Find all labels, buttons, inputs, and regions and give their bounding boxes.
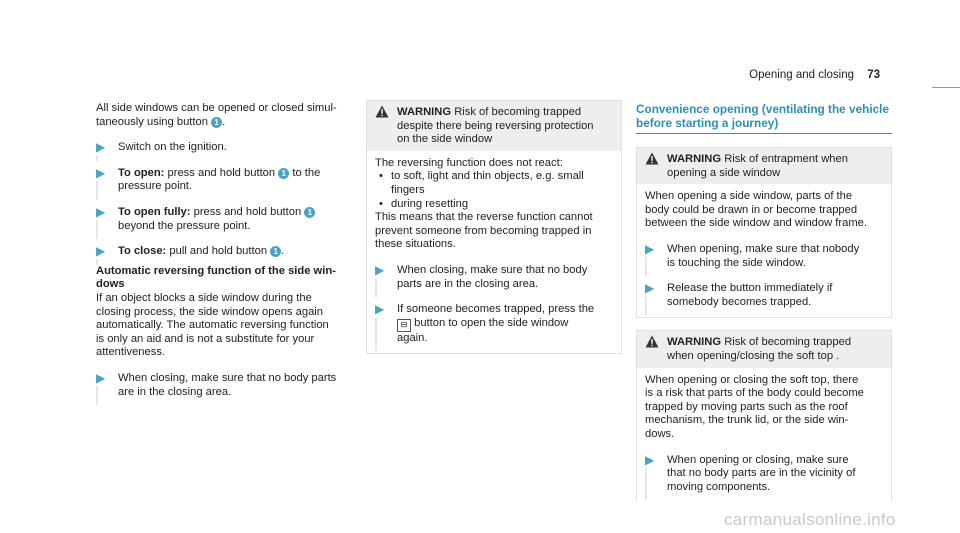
section-title-line-1: Convenience opening (ventilating the vehicle bbox=[636, 102, 890, 116]
column-left: All side windows can be opened or closed simul- taneously using button 1 . ▶ Switch on the ignition. ▶ To open: press and hold button 1 to the pressure point. ▶ To open fully: press and hold button 1 beyond the pressure point. ▶ To close: pull and hold button 1 . Automatic reversing function of the side win- dows If an object blocks a side window during the closing process, the side window opens again automatically. The automatic reversing function is only an aid and is not a substitute for your attentiveness. ▶ When closing, make sure that no body parts are in the closing area. bbox=[96, 102, 356, 399]
step-arrow-icon: ▶ bbox=[645, 281, 655, 296]
step-arrow-icon: ▶ bbox=[96, 204, 106, 219]
step-moving-components: ▶ When opening or closing, make sure that no body parts are in the vicinity of moving components. bbox=[667, 454, 885, 495]
warning-body: When opening a side window, parts of the body could be drawn in or become trapped between the side window and window frame. ▶ When opening, make sure that nobody is touching the side window. ▶ Release the button immediately if somebody becomes trapped. bbox=[637, 184, 891, 317]
step-open-fully: ▶ To open fully: press and hold button 1 beyond the pressure point. bbox=[118, 206, 356, 233]
section-title-line-2: before starting a journey) bbox=[636, 116, 779, 130]
callout-1: 1 bbox=[211, 117, 222, 128]
running-header bbox=[749, 69, 880, 83]
step-ignition: ▶ Switch on the ignition. bbox=[118, 141, 356, 155]
watermark: carmanualsonline.info bbox=[724, 510, 896, 530]
intro-line-2: taneously using button 1 . bbox=[96, 115, 226, 128]
bullet-item: • during resetting bbox=[375, 198, 615, 212]
step-arrow-icon: ▶ bbox=[96, 370, 106, 385]
warning-header: WARNING Risk of entrapment when opening a side window bbox=[637, 148, 891, 184]
warning-body: When opening or closing the soft top, there is a risk that parts of the body could become trapped by moving parts such as the roof mechanism, the trunk lid, or the side win- dows. ▶ When opening or closing, make sure that no body parts are in the vicinity of moving components. bbox=[637, 368, 891, 503]
title-rule bbox=[636, 133, 892, 134]
step-close: ▶ To close: pull and hold button 1 . bbox=[118, 245, 356, 259]
warning-body: The reversing function does not react: • to soft, light and thin objects, e.g. small fingers • during resetting This means that the reverse function cannot prevent someone from becoming trapped in these situations. ▶ When closing, make sure that no body parts are in the closing area. ▶ If someone becomes trapped, press the ⊟ button to open the side window again. bbox=[367, 151, 621, 354]
step-arrow-icon: ▶ bbox=[645, 241, 655, 256]
section-heading: Automatic reversing function of the side win- bbox=[96, 264, 336, 277]
window-button-icon: ⊟ bbox=[397, 319, 411, 332]
bullet-item: • to soft, light and thin objects, e.g. small fingers bbox=[375, 170, 615, 197]
step-arrow-icon: ▶ bbox=[96, 244, 106, 259]
step-arrow-icon: ▶ bbox=[375, 302, 385, 317]
warning-triangle-icon bbox=[645, 152, 659, 165]
callout-1: 1 bbox=[278, 168, 289, 179]
warning-box-soft-top bbox=[636, 330, 892, 502]
step-arrow-icon: ▶ bbox=[96, 165, 106, 180]
step-arrow-icon: ▶ bbox=[96, 140, 106, 155]
step-arrow-icon: ▶ bbox=[645, 452, 655, 467]
step-trapped: ▶ If someone becomes trapped, press the ⊟ button to open the side window again. bbox=[397, 303, 615, 345]
step-closing: ▶ When closing, make sure that no body parts are in the closing area. bbox=[397, 264, 615, 291]
step-arrow-icon: ▶ bbox=[375, 262, 385, 277]
warning-triangle-icon bbox=[375, 105, 389, 118]
section-title: Opening and closing bbox=[749, 69, 854, 81]
warning-triangle-icon bbox=[645, 335, 659, 348]
step-release-button: ▶ Release the button immediately if somebody becomes trapped. bbox=[667, 282, 885, 309]
warning-header: WARNING Risk of becoming trapped when opening/closing the soft top . bbox=[637, 331, 891, 367]
warning-header: WARNING Risk of becoming trapped despite there being reversing protection on the side window bbox=[367, 101, 621, 151]
column-right bbox=[636, 102, 892, 502]
callout-1: 1 bbox=[304, 207, 315, 218]
intro-line-1: All side windows can be opened or closed simul- bbox=[96, 102, 337, 114]
step-closing-caution: ▶ When closing, make sure that no body parts are in the closing area. bbox=[118, 372, 356, 399]
callout-1: 1 bbox=[270, 246, 281, 257]
warning-box-reversing bbox=[366, 100, 622, 354]
step-open: ▶ To open: press and hold button 1 to the pressure point. bbox=[118, 167, 356, 194]
warning-box-entrapment bbox=[636, 147, 892, 318]
step-nobody-touching: ▶ When opening, make sure that nobody is touching the side window. bbox=[667, 243, 885, 270]
header-rule bbox=[932, 87, 960, 88]
page-number: 73 bbox=[867, 69, 880, 81]
